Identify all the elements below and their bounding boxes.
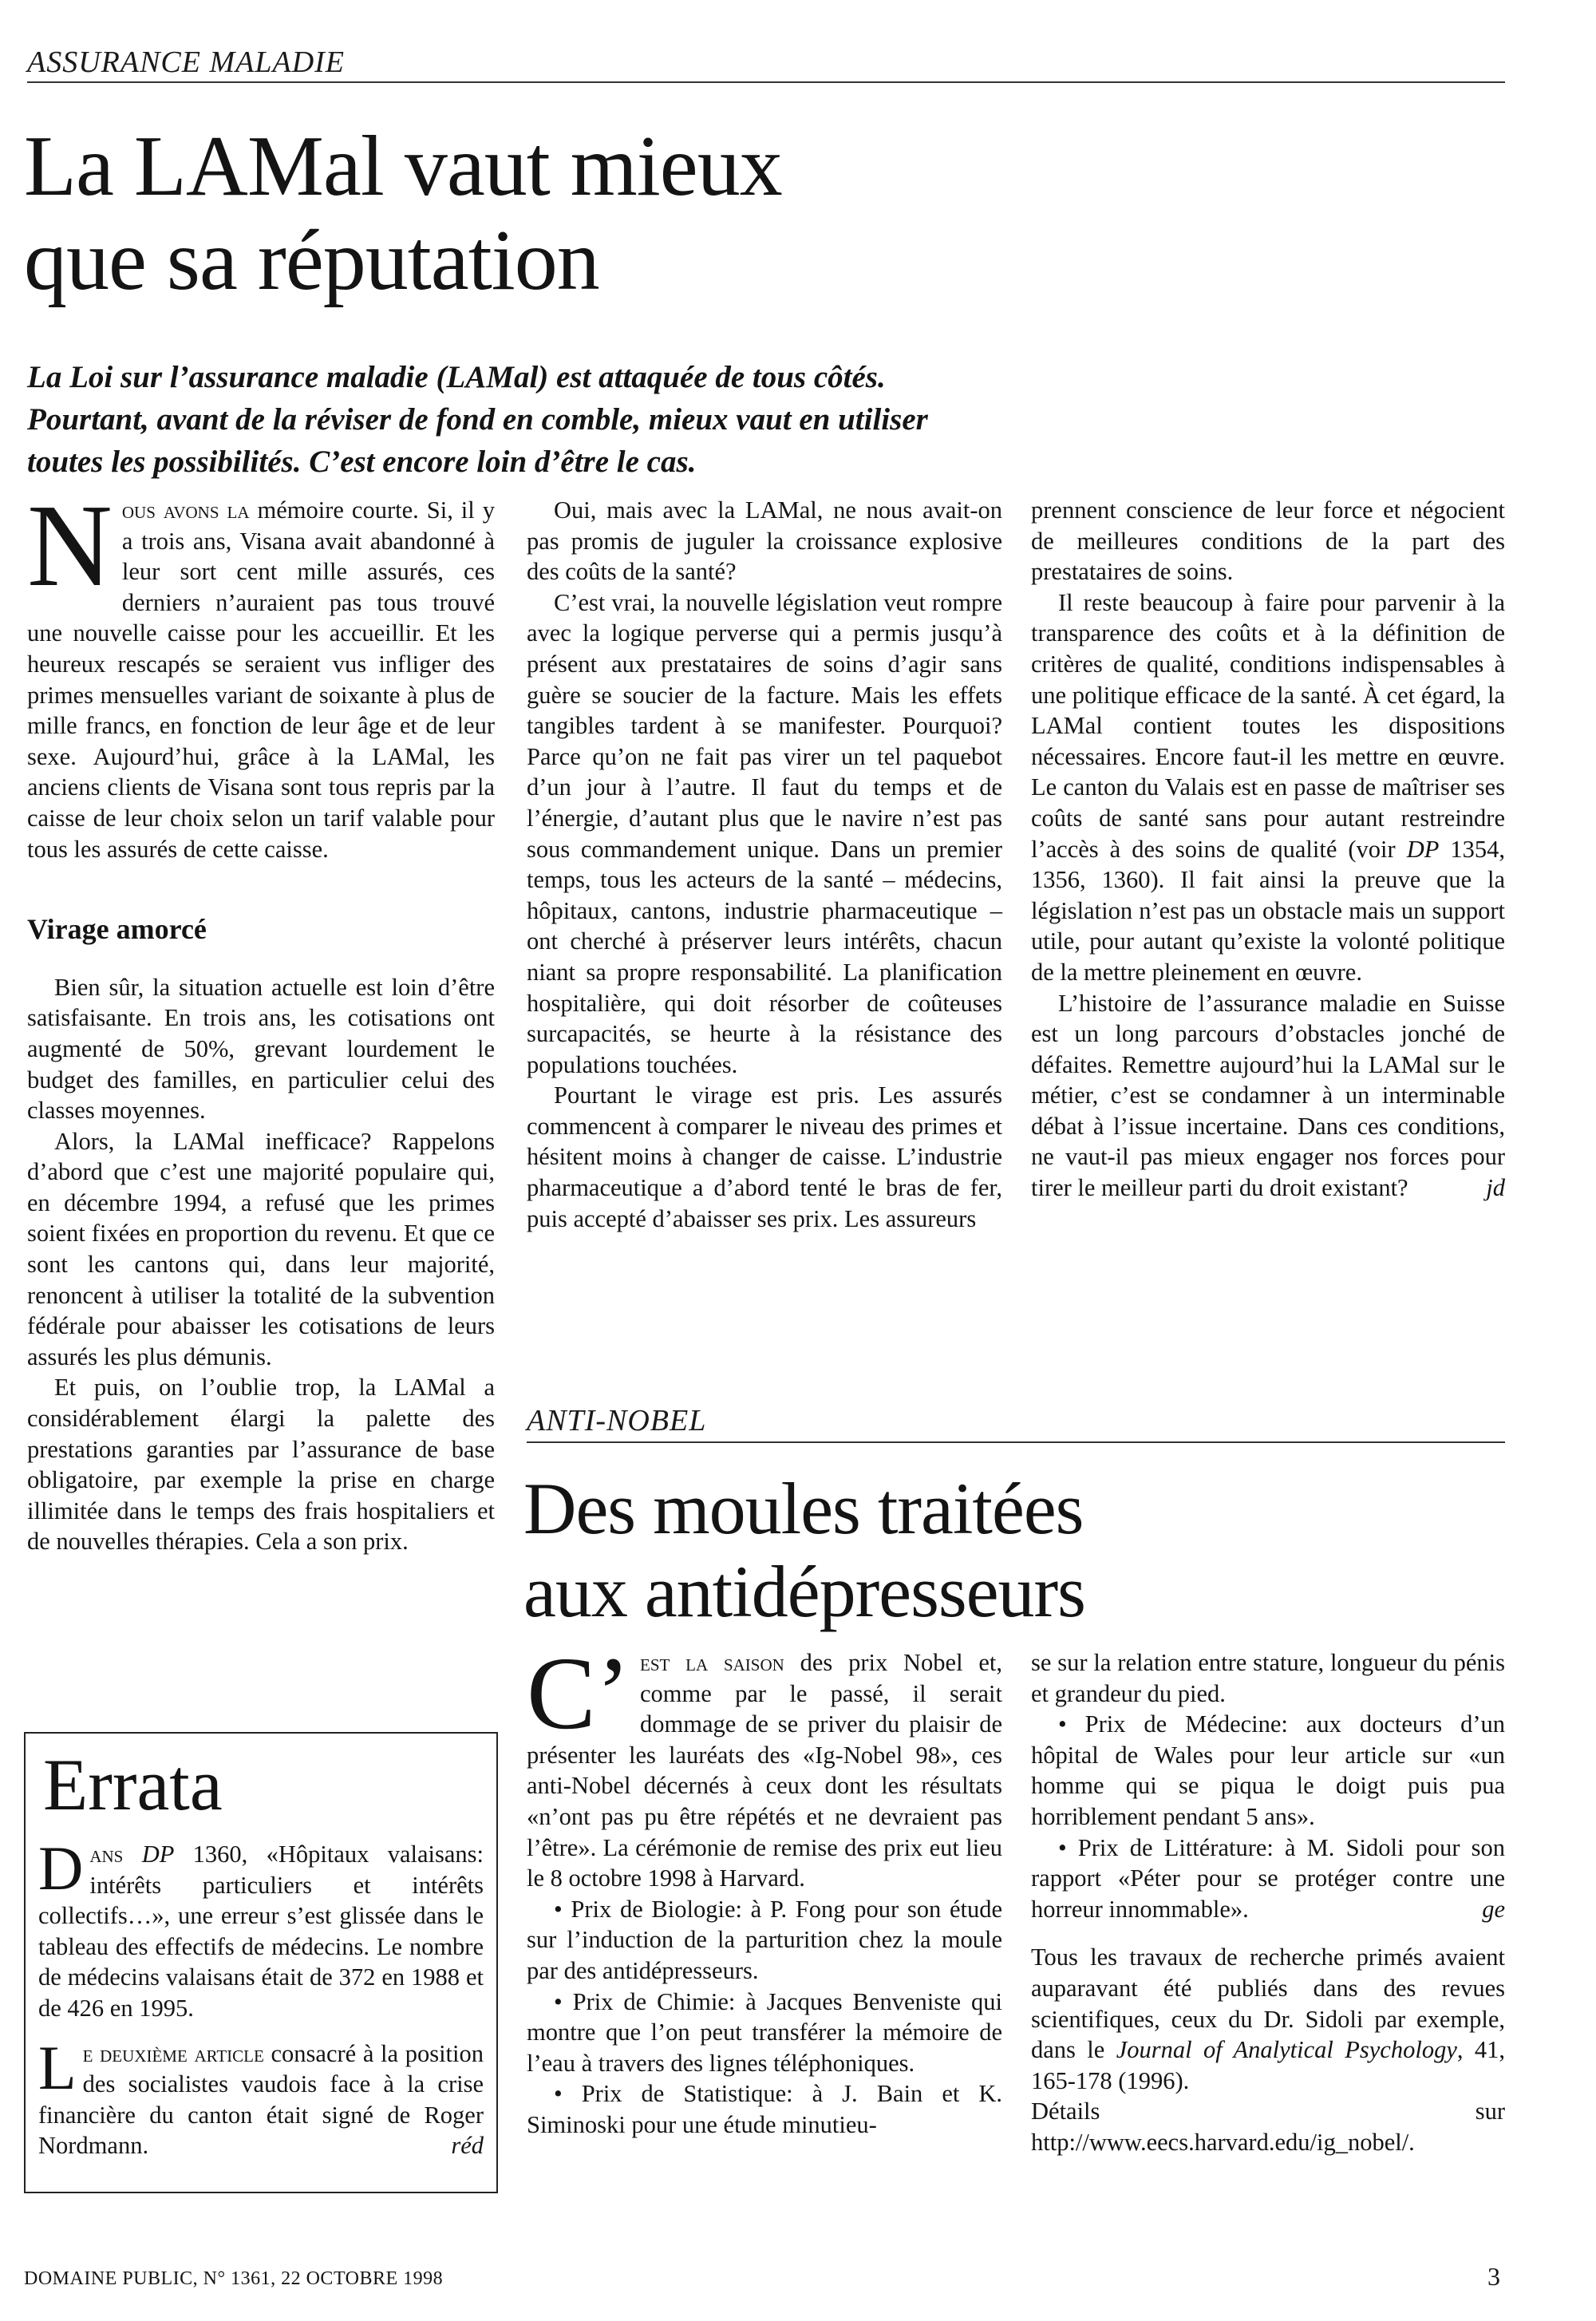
paragraph [1031,587,1505,988]
paragraph [1031,988,1505,1204]
paragraph-text: Il reste beaucoup à faire pour parvenir à la transparence des coûts et à la définition de critères de qualité, conditions indispensables à une politique efficace de la santé. À cet égard, la LAMal contient toutes les dispositions nécessaires. Encore faut-il les mettre en œuvre. Le canton du Valais est en passe de maîtriser ses coûts de santé sans pour autant restreindre l’accès à des soins de qualité (voir [1031,588,1505,863]
paragraph-text: consacré à la position des socialistes vaudois face à la crise financière du canton était signé de Roger Nordmann. [38,2039,484,2160]
article1-column-1 [27,480,496,1557]
smallcaps-opening: est la saison [640,1649,784,1676]
dropcap: L [38,2032,77,2102]
smallcaps-opening: ans [89,1841,124,1868]
article-title [24,120,1221,308]
smallcaps-opening: e deuxième article [82,2039,264,2067]
article2-column-2 [1031,1647,1505,2158]
paragraph-text: • Prix de Littérature: à M. Sidoli pour son rapport «Péter pour se protéger contre une horreur innommable». [1031,1833,1505,1923]
dp-reference: DP [141,1841,175,1868]
paragraph-text: des prix Nobel et, comme par le passé, il serait dommage de se priver du plaisir de présenter les lauréats des «Ig-Nobel 98», ces anti-Nobel décernés à ceux dont les résultats «n’ont pas pu être répétés et ne devraient pas l’être». La cérémonie de remise des prix eut lieu le 8 octobre 1998 à Harvard. [527,1649,1002,1892]
subheading-virage-amorce: Virage amorcé [27,913,207,946]
errata-signature: réd [451,2132,484,2160]
rubric-rule [27,81,1505,83]
paragraph: • Prix de Chimie: à Jacques Benveniste qui montre que l’on peut transférer la mémoire de l’eau à travers des lignes téléphoniques. [527,1987,1002,2077]
article-title-line-1: La LAMal vaut mieux [24,119,782,214]
lead-line-1: La Loi sur l’assurance maladie (LAMal) est attaquée de tous côtés. [27,360,886,394]
paragraph-text: L’histoire de l’assurance maladie en Suisse est un long parcours d’obstacles jonché de défaites. Remettre aujourd’hui la LAMal sur le métier, c’est se condamner à un interminable débat à l’issue incertaine. Dans ces conditions, ne vaut-il pas mieux engager nos forces pour tirer le meilleur parti du droit existant? [1031,989,1505,1202]
article2-title-line-1: Des moules traitées [523,1468,1084,1549]
paragraph-text: Tous les travaux de recherche primés avaient auparavant été publiés dans des revues scientifiques, ceux du Dr. Sidoli par exemple, dans le [1031,1943,1505,2064]
article2-title-line-2: aux antidépresseurs [523,1551,1085,1632]
errata-box [24,1732,498,2193]
section-rubric-assurance-maladie: ASSURANCE MALADIE [27,45,346,79]
paragraph-text: mémoire courte. Si, il y a trois ans, Visana avait abandonné à leur sort cent mille assurés, ces derniers n’auraient pas tous trouvé une nouvelle caisse pour les accueillir. Et les heureux rescapés se seraient vus infliger des primes mensuelles variant de soixante à plus de mille francs, en fonction de leur âge et de leur sexe. Aujourd’hui, grâce à la LAMal, les anciens clients de Visana sont tous repris par la caisse de leur choix selon un tarif valable pour tous les assurés de cette caisse. [27,496,496,863]
paragraph: • Prix de Biologie: à P. Fong pour son étude sur l’induction de la parturition chez la moule par des antidépresseurs. [527,1895,1002,1984]
paragraph-text: 1354, 1356, 1360). Il fait ainsi la preuve que la législation n’est pas un obstacle mais un support utile, pour autant qu’existe la volonté politique de la mettre pleinement en œuvre. [1031,835,1505,986]
paragraph-text: , 41, 165-178 (1996). [1031,2036,1505,2094]
article1-column-3 [1031,495,1505,1204]
paragraph: Oui, mais avec la LAMal, ne nous avait-on pas promis de juguler la croissance explosive des coûts de la santé? [527,496,1002,586]
errata-title: Errata [43,1744,223,1825]
paragraph: C’est vrai, la nouvelle législation veut rompre avec la logique perverse qui a permis jusqu’à présent aux prestataires de soins d’agir sans guère se soucier de la facture. Mais les effets tangibles tardent à se manifester. Pourquoi? Parce qu’on ne fait pas virer un tel paquebot d’un jour à l’autre. Il faut du temps et de l’énergie, d’autant plus que le navire n’est pas sous commandement unique. Dans un premier temps, tous les acteurs de la santé – médecins, hôpitaux, cantons, industrie pharmaceutique – ont cherché à préserver leurs intérêts, chacun niant sa propre responsabilité. La planification hospitalière, qui doit résorber de coûteuses surcapacités, se heurte à la résistance des populations touchées. [527,588,1002,1078]
section-rubric-anti-nobel: ANTI-NOBEL [527,1404,707,1437]
dropcap: N [27,480,113,611]
paragraph: prennent conscience de leur force et négocient de meilleures conditions de la part des prestataires de soins. [1031,496,1505,586]
article-lead [27,356,1384,483]
paragraph-text: 1360, «Hôpitaux valaisans: intérêts particuliers et intérêts collectifs…», une erreur s’est glissée dans le tableau des effectifs de médecins. Le nombre de médecins valaisans était de 372 en 1988 et de 426 en 1995. [38,1841,484,2022]
article2-column-1 [527,1636,1002,2141]
rubric-rule [527,1441,1505,1443]
author-signature: ge [1482,1895,1505,1923]
lead-line-2: Pourtant, avant de la réviser de fond en comble, mieux vaut en utiliser [27,402,928,437]
page-number: 3 [1487,2262,1500,2291]
paragraph: Et puis, on l’oublie trop, la LAMal a considérablement élargi la palette des prestations garanties par l’assurance de base obligatoire, par exemple la prise en charge illimitée dans le temps des frais hospitaliers et de nouvelles thérapies. Cela a son prix. [27,1374,495,1556]
link-details[interactable]: Détails sur http://www.eecs.harvard.edu/ig_nobel/. [1031,2098,1505,2156]
paragraph: se sur la relation entre stature, longueur du pénis et grandeur du pied. [1031,1649,1505,1707]
paragraph: Pourtant le virage est pris. Les assurés commencent à comparer le niveau des primes et hésitent moins à changer de caisse. L’industrie pharmaceutique a d’abord tenté le bras de fer, puis accepté d’abaisser ses prix. Les assureurs [527,1081,1002,1232]
errata-paragraph-1 [38,1833,484,2024]
paragraph [1031,1833,1505,1925]
smallcaps-opening: ous avons la [121,496,250,524]
journal-name: Journal of Analytical Psychology [1116,2036,1457,2064]
paragraph: Alors, la LAMal inefficace? Rappelons d’abord que c’est une majorité populaire qui, en décembre 1994, a refusé que les primes soient fixées en proportion du revenu. Et que ce sont les cantons qui, dans leur majorité, renoncent à utiliser la totalité de la subvention fédérale pour abaisser les cotisations de leurs assurés les plus démunis. [27,1127,495,1370]
article2-title [523,1467,1481,1633]
dropcap: C’ [527,1636,630,1751]
article1-column-2 [527,495,1002,1234]
dp-reference: DP [1406,835,1440,863]
paragraph: • Prix de Statistique: à J. Bain et K. Siminoski pour une étude minutieu- [527,2080,1002,2138]
paragraph [527,1636,1002,1894]
dropcap: D [38,1833,84,1903]
paragraph [27,480,496,864]
footer-publication: DOMAINE PUBLIC, N° 1361, 22 OCTOBRE 1998 [24,2268,444,2289]
paragraph: Bien sûr, la situation actuelle est loin d’être satisfaisante. En trois ans, les cotisations ont augmenté de 50%, grevant lourdement le budget des familles, en particulier celui des classes moyennes. [27,973,495,1125]
paragraph: • Prix de Médecine: aux docteurs d’un hôpital de Wales pour leur article sur «un homme qui se piqua le doigt puis pua horriblement pendant 5 ans». [1031,1710,1505,1830]
article-title-line-2: que sa réputation [24,213,599,308]
author-signature: jd [1486,1174,1505,1202]
lead-line-3: toutes les possibilités. C’est encore loin d’être le cas. [27,445,697,479]
errata-paragraph-2 [38,2032,484,2161]
paragraph [1031,1942,1505,2096]
